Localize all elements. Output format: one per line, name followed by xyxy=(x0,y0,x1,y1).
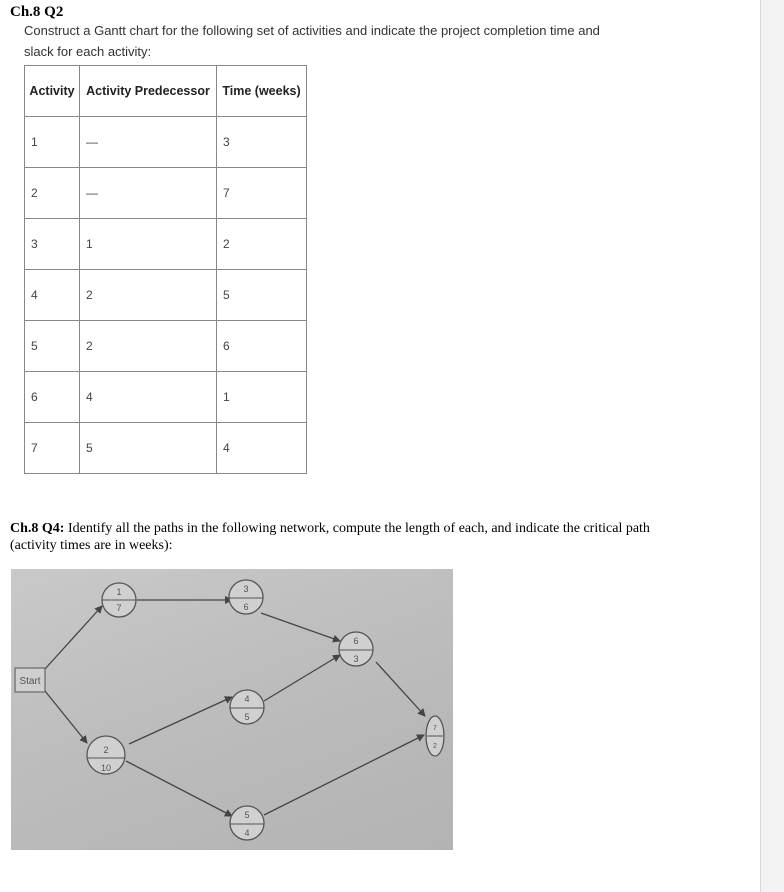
node-3-id: 3 xyxy=(243,584,249,594)
cell-predecessor: 1 xyxy=(80,219,217,270)
node-6 xyxy=(339,632,373,666)
header-time: Time (weeks) xyxy=(217,66,307,117)
edge-4-6 xyxy=(264,655,340,701)
table-row xyxy=(25,321,307,372)
cell-predecessor: 5 xyxy=(80,423,217,474)
q2-heading: Ch.8 Q2 xyxy=(10,4,64,20)
node-4 xyxy=(230,690,264,724)
q2-text: Construct a Gantt chart for the following set of activities and indicate the project completion time and slack for each activity: xyxy=(24,23,600,59)
cell-predecessor: 4 xyxy=(80,372,217,423)
node-7 xyxy=(426,716,444,756)
edge-3-6 xyxy=(261,613,340,641)
network-diagram-photo xyxy=(11,569,453,850)
cell-activity: 7 xyxy=(25,423,80,474)
cell-activity: 4 xyxy=(25,270,80,321)
q4-question xyxy=(10,520,700,554)
edge-2-5 xyxy=(126,761,232,816)
q4-text: Identify all the paths in the following network, compute the length of each, and indicate the critical path (activity times are in weeks): xyxy=(10,521,650,553)
cell-time: 7 xyxy=(217,168,307,219)
table-header-row xyxy=(25,66,307,117)
edge-6-7 xyxy=(376,662,425,716)
cell-time: 6 xyxy=(217,321,307,372)
cell-activity: 6 xyxy=(25,372,80,423)
edge-2-4 xyxy=(129,697,232,744)
cell-predecessor: — xyxy=(80,168,217,219)
page-scrollbar-gutter[interactable] xyxy=(760,0,784,892)
start-node xyxy=(15,668,45,692)
edge-start-2 xyxy=(45,691,87,743)
start-label: Start xyxy=(19,676,41,687)
q4-heading: Ch.8 Q4: xyxy=(10,521,65,536)
edge-start-1 xyxy=(45,606,102,669)
node-3-time: 6 xyxy=(243,602,249,612)
table-row xyxy=(25,372,307,423)
table-row xyxy=(25,270,307,321)
table-row xyxy=(25,117,307,168)
node-3 xyxy=(229,580,263,614)
header-activity: Activity xyxy=(25,66,80,117)
node-4-time: 5 xyxy=(244,712,250,722)
cell-predecessor: 2 xyxy=(80,321,217,372)
cell-time: 3 xyxy=(217,117,307,168)
cell-activity: 1 xyxy=(25,117,80,168)
node-5-id: 5 xyxy=(244,810,250,820)
node-5 xyxy=(230,806,264,840)
cell-time: 1 xyxy=(217,372,307,423)
node-2 xyxy=(87,736,125,774)
node-5-time: 4 xyxy=(244,828,250,838)
cell-time: 5 xyxy=(217,270,307,321)
header-predecessor: Activity Predecessor xyxy=(80,66,217,117)
table-row xyxy=(25,168,307,219)
node-2-id: 2 xyxy=(103,745,109,755)
node-2-time: 10 xyxy=(100,763,112,773)
node-4-id: 4 xyxy=(244,694,250,704)
cell-time: 4 xyxy=(217,423,307,474)
node-7-id: 7 xyxy=(433,725,437,732)
activity-table xyxy=(24,65,307,474)
cell-activity: 5 xyxy=(25,321,80,372)
node-7-time: 2 xyxy=(433,743,437,750)
cell-predecessor: — xyxy=(80,117,217,168)
cell-time: 2 xyxy=(217,219,307,270)
node-1 xyxy=(102,583,136,617)
cell-activity: 2 xyxy=(25,168,80,219)
node-1-id: 1 xyxy=(116,587,122,597)
node-6-time: 3 xyxy=(353,654,359,664)
table-row xyxy=(25,219,307,270)
cell-predecessor: 2 xyxy=(80,270,217,321)
node-1-time: 7 xyxy=(116,603,122,613)
table-row xyxy=(25,423,307,474)
node-6-id: 6 xyxy=(353,636,359,646)
edge-5-7 xyxy=(264,735,424,815)
cell-activity: 3 xyxy=(25,219,80,270)
